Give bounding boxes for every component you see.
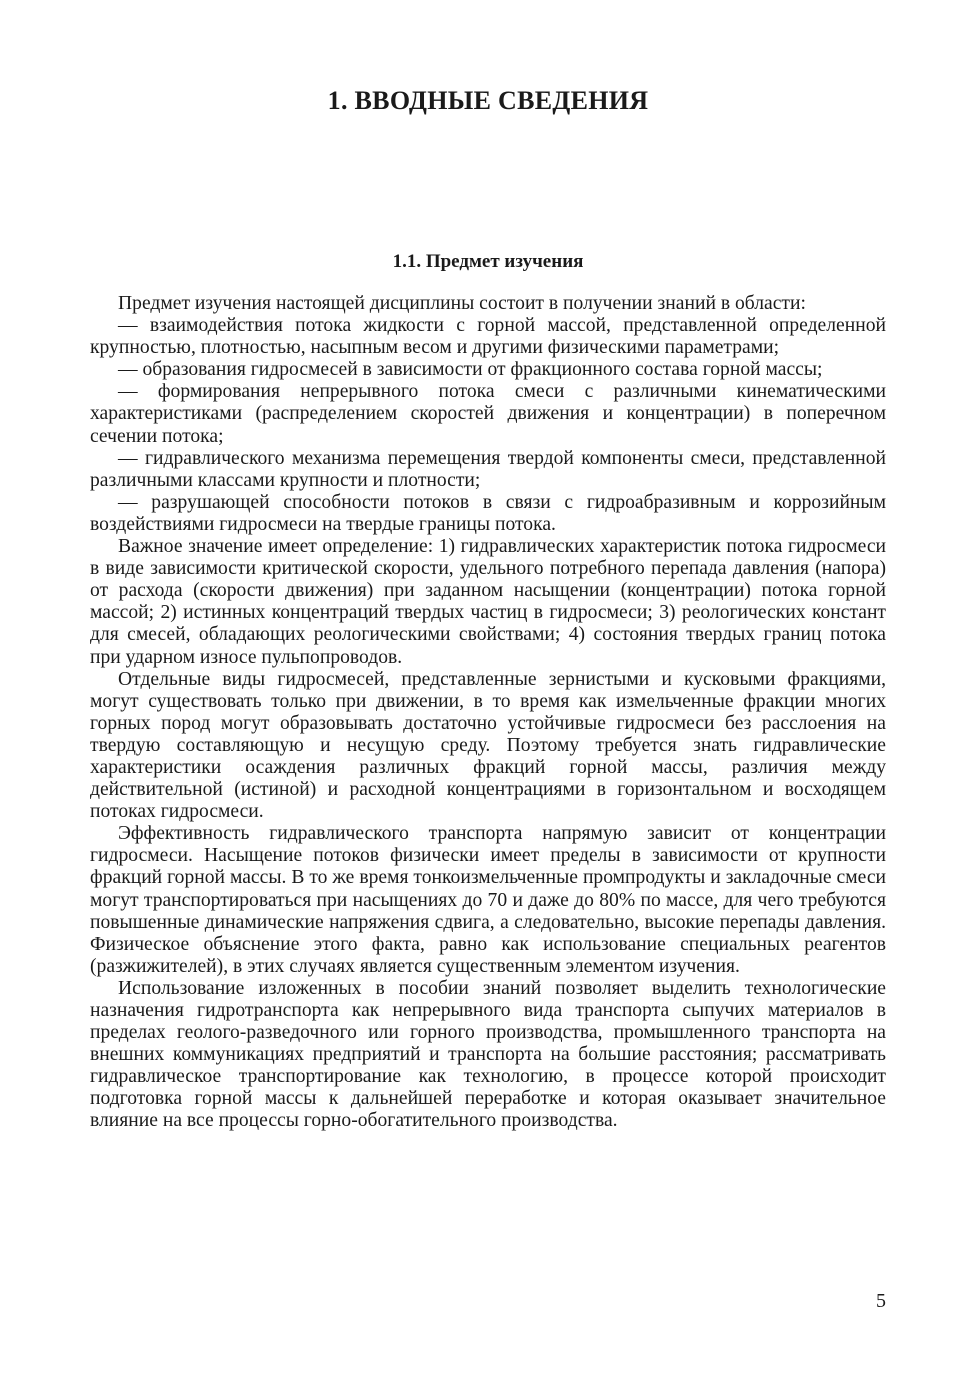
paragraph: Использование изложенных в пособии знаний позволяет выделить технологические назначения гидротранспорта как непрерывного вида транспорта сыпучих материалов в пределах геолого-разведочного или горного производства, промышленного транспорта на внешних коммуникациях предприятий и транспорта на большие расстояния; рассматривать гидравлическое транспортирование как технологию, в процессе которой происходит подготовка горной массы к дальнейшей переработке и которая оказывает значительное влияние на все процессы горно-обогатительного производства. <box>90 977 886 1132</box>
list-item: — гидравлического механизма перемещения твердой компоненты смеси, представленной различными классами крупности и плотности; <box>90 447 886 491</box>
body-text <box>90 293 886 1133</box>
paragraph: Эффективность гидравлического транспорта напрямую зависит от концентрации гидросмеси. Насыщение потоков физически имеет пределы в зависимости от крупности фракций горной массы. В то же время тонкоизмельченные промпродукты и закладочные смеси могут транспортироваться при насыщениях до 70 и даже до 80% по массе, для чего требуются повышенные динамические напряжения сдвига, а следовательно, высокие перепады давления. Физическое объяснение этого факта, равно как использование специальных реагентов (разжижителей), в этих случаях является существенным элементом изучения. <box>90 823 886 977</box>
document-page <box>90 0 886 1388</box>
chapter-title: 1. ВВОДНЫЕ СВЕДЕНИЯ <box>327 86 649 115</box>
section-title: 1.1. Предмет изучения <box>392 251 584 272</box>
paragraph: Отдельные виды гидросмесей, представленные зернистыми и кусковыми фракциями, могут существовать только при движении, в то время как измельченные фракции многих горных пород могут образовывать достаточно устойчивые гидросмеси без расслоения на твердую составляющую и несущую среду. Поэтому требуется знать гидравлические характеристики осаждения различных фракций горной массы, различия между действительной (истиной) и расходной концентрациями в горизонтальном и восходящем потоках гидросмеси. <box>90 668 886 823</box>
page-number: 5 <box>876 1290 886 1312</box>
list-item: — разрушающей способности потоков в связи с гидроабразивным и коррозийным воздействиями гидросмеси на твердые границы потока. <box>90 491 886 535</box>
list-item: — взаимодействия потока жидкости с горной массой, представленной определенной крупностью, плотностью, насыпным весом и другими физическими параметрами; <box>90 315 886 359</box>
paragraph-intro: Предмет изучения настоящей дисциплины состоит в получении знаний в области: <box>118 293 806 314</box>
paragraph: Важное значение имеет определение: 1) гидравлических характеристик потока гидросмеси в виде зависимости критической скорости, удельного потребного перепада давления (напора) от расхода (скорости движения) при заданном насыщении (концентрации) потока горной массой; 2) истинных концентраций твердых частиц в гидросмеси; 3) реологических констант для смесей, обладающих реологическими свойствами; 4) состояния твердых границ потока при ударном износе пульпопроводов. <box>90 536 886 668</box>
list-item: — формирования непрерывного потока смеси с различными кинематическими характеристиками (распределением скоростей движения и концентрации) в поперечном сечении потока; <box>90 381 886 447</box>
list-item: — образования гидросмесей в зависимости от фракционного состава горной массы; <box>118 359 823 381</box>
